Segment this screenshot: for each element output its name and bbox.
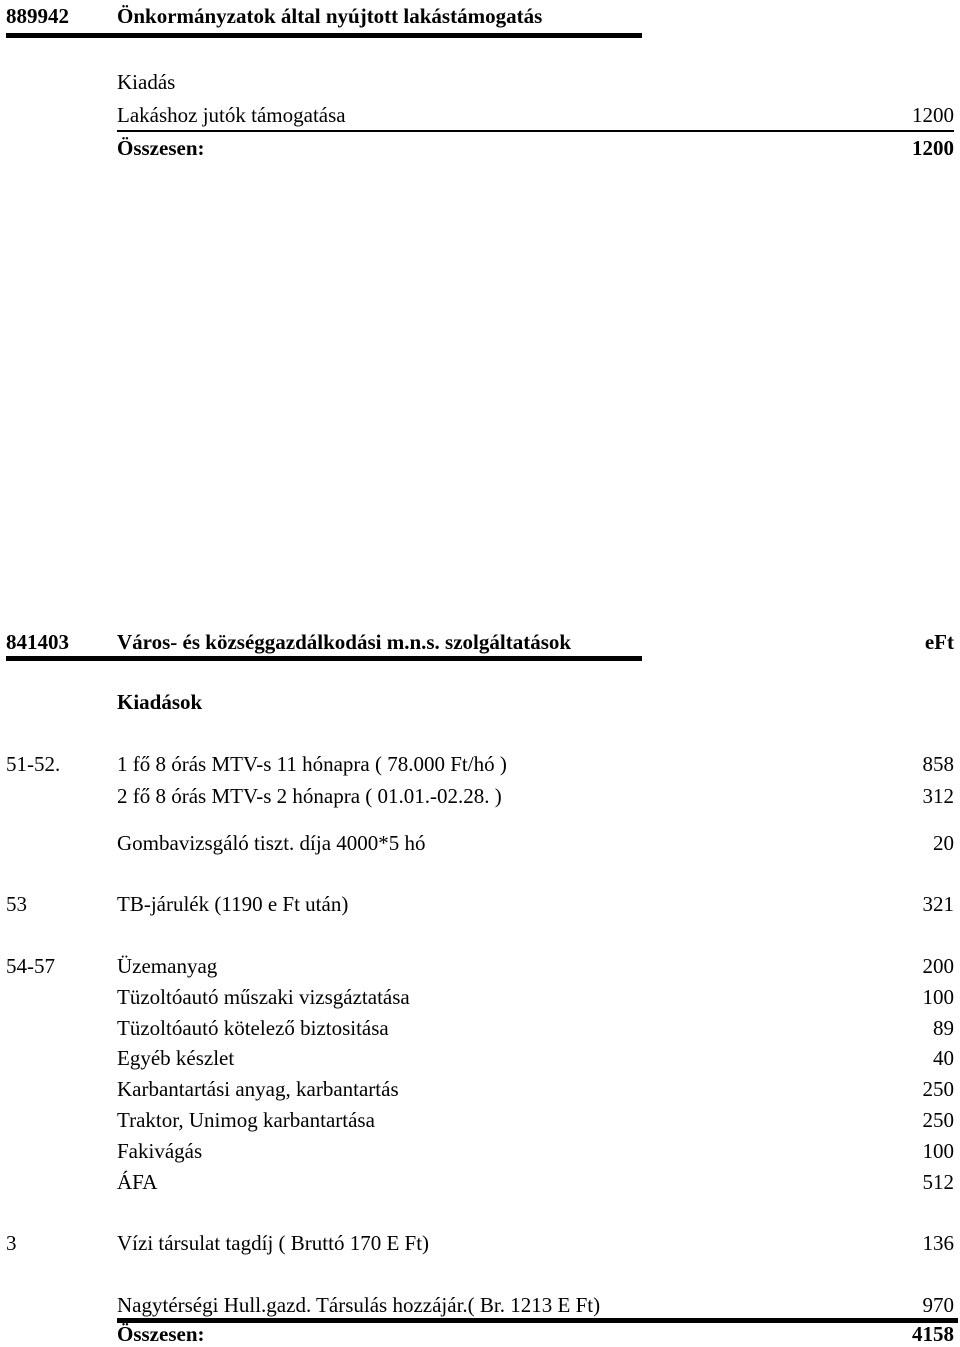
row-label: Gombavizsgáló tiszt. díja 4000*5 hó xyxy=(117,831,426,855)
row-code: 3 xyxy=(6,1231,17,1255)
row-code: 53 xyxy=(6,892,27,916)
row-label: Karbantartási anyag, karbantartás xyxy=(117,1077,399,1101)
section2-title: Város- és községgazdálkodási m.n.s. szolgáltatások xyxy=(117,630,572,654)
section1-row-value: 1200 xyxy=(912,103,954,127)
row-label: 1 fő 8 órás MTV-s 11 hónapra ( 78.000 Ft/hó ) xyxy=(117,752,507,776)
section2-total-rule xyxy=(117,1318,958,1323)
row-label: Egyéb készlet xyxy=(117,1046,235,1070)
row-value: 100 xyxy=(922,1139,954,1163)
section1-total-label: Összesen: xyxy=(117,136,205,160)
section1-title: Önkormányzatok által nyújtott lakástámogatás xyxy=(117,4,543,28)
row-label: Vízi társulat tagdíj ( Bruttó 170 E Ft) xyxy=(117,1231,430,1255)
section2-code: 841403 xyxy=(6,630,69,654)
row-code: 54-57 xyxy=(6,954,55,978)
row-label: Nagytérségi Hull.gazd. Társulás hozzájár.( Br. 1213 E Ft) xyxy=(117,1293,601,1317)
row-value: 100 xyxy=(922,985,954,1009)
section1-kiadas-label: Kiadás xyxy=(117,70,176,94)
row-value: 200 xyxy=(922,954,954,978)
row-value: 250 xyxy=(922,1077,954,1101)
row-label: Tüzoltóautó kötelező biztositása xyxy=(117,1016,389,1040)
row-value: 89 xyxy=(933,1016,954,1040)
section1-total-rule xyxy=(117,130,954,132)
section2-total-value: 4158 xyxy=(912,1322,954,1346)
section1-code: 889942 xyxy=(6,4,69,28)
row-value: 250 xyxy=(922,1108,954,1132)
section1-total-value: 1200 xyxy=(912,136,954,160)
row-label: Tüzoltóautó műszaki vizsgáztatása xyxy=(117,985,410,1009)
section2-kiadasok-label: Kiadások xyxy=(117,690,203,714)
section2-title-underline xyxy=(6,656,642,661)
row-value: 321 xyxy=(922,892,954,916)
section2-unit: eFt xyxy=(924,630,954,654)
section2-total-label: Összesen: xyxy=(117,1322,205,1346)
row-label: TB-járulék (1190 e Ft után) xyxy=(117,892,349,916)
row-label: ÁFA xyxy=(117,1170,158,1194)
row-value: 20 xyxy=(933,831,954,855)
row-value: 858 xyxy=(922,752,954,776)
row-value: 970 xyxy=(922,1293,954,1317)
row-value: 312 xyxy=(922,784,954,808)
section1-row-label: Lakáshoz jutók támogatása xyxy=(117,103,346,127)
row-value: 512 xyxy=(922,1170,954,1194)
row-label: 2 fő 8 órás MTV-s 2 hónapra ( 01.01.-02.28. ) xyxy=(117,784,502,808)
section1-title-underline xyxy=(6,33,642,38)
row-label: Üzemanyag xyxy=(117,954,218,978)
row-label: Fakivágás xyxy=(117,1139,203,1163)
row-label: Traktor, Unimog karbantartása xyxy=(117,1108,375,1132)
row-value: 40 xyxy=(933,1046,954,1070)
row-value: 136 xyxy=(922,1231,954,1255)
row-code: 51-52. xyxy=(6,752,61,776)
